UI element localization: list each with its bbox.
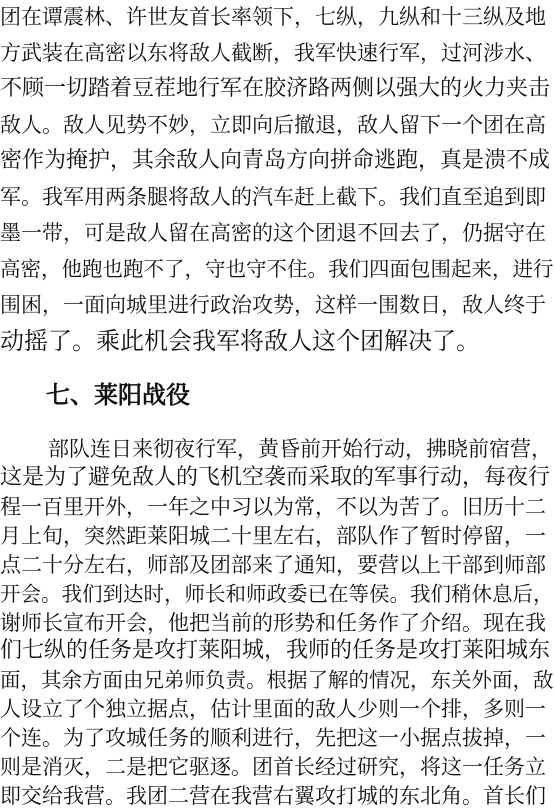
text-line: 不顾一切踏着豆茬地行军在胶济路两侧以强大的火力夹击 (0, 76, 551, 101)
text-line: 开会。我们到达时，师长和师政委已在等侯。我们稍休息后， (0, 582, 554, 606)
text-line: 墨一带，可是敌人留在高密的这个团退不回去了，仍据守在 (0, 221, 546, 245)
text-line: 团在谭震林、许世友首长率领下，七纵，九纵和十三纵及地 (0, 5, 546, 29)
text-line: 月上旬，突然距莱阳城二十里左右，部队作了暂时停留，一 (0, 524, 546, 548)
text-line: 们七纵的任务是攻打莱阳城，我师的任务是攻打莱阳城东 (0, 638, 551, 663)
text-line: 谢师长宣布开会，他把当前的形势和任务作了介绍。现在我 (0, 611, 546, 635)
text-line: 密作为掩护，其余敌人向青岛方向拼命逃跑，真是溃不成 (0, 148, 551, 173)
text-line: 点二十分左右，师部及团部来了通知，要营以上干部到师部 (0, 553, 546, 577)
text-line: 个连。为了攻城任务的顺利进行，先把这一小据点拔掉，一 (0, 726, 546, 750)
text-line: 动摇了。乘此机会我军将敌人这个团解决了。 (0, 327, 480, 355)
text-line: 高密，他跑也跑不了，守也守不住。我们四面包围起来，进行 (0, 257, 554, 281)
text-line: 这是为了避免敌人的飞机空袭而采取的军事行动，每夜行 (0, 465, 551, 490)
text-line: 军。我军用两条腿将敌人的汽车赶上截下。我们直至追到即 (0, 185, 546, 209)
text-line: 则是消灭，二是把它驱逐。团首长经过研究，将这一任务立 (0, 755, 546, 779)
text-line: 部队连日来彻夜行军，黄昏前开始行动，拂晓前宿营， (48, 437, 552, 461)
text-line: 面，其余方面由兄弟师负责。根据了解的情况，东关外面，敌 (0, 668, 554, 692)
section-heading: 七、莱阳战役 (46, 381, 190, 409)
text-line: 程一百里开外，一年之中习以为常，不以为苦了。旧历十二 (0, 495, 546, 519)
text-line: 人设立了个独立据点，估计里面的敌人少则一个排，多则一 (0, 697, 546, 721)
text-line: 方武装在高密以东将敌人截断，我军快速行军，过河涉水、 (0, 41, 546, 65)
text-line: 围困，一面向城里进行政治攻势，这样一围数日，敌人终于 (0, 293, 546, 317)
text-line: 即交给我营。我团二营在我营右翼攻打城的东北角。首长们 (0, 784, 546, 808)
text-line: 敌人。敌人见势不妙，立即向后撤退，敌人留下一个团在高 (0, 113, 546, 137)
